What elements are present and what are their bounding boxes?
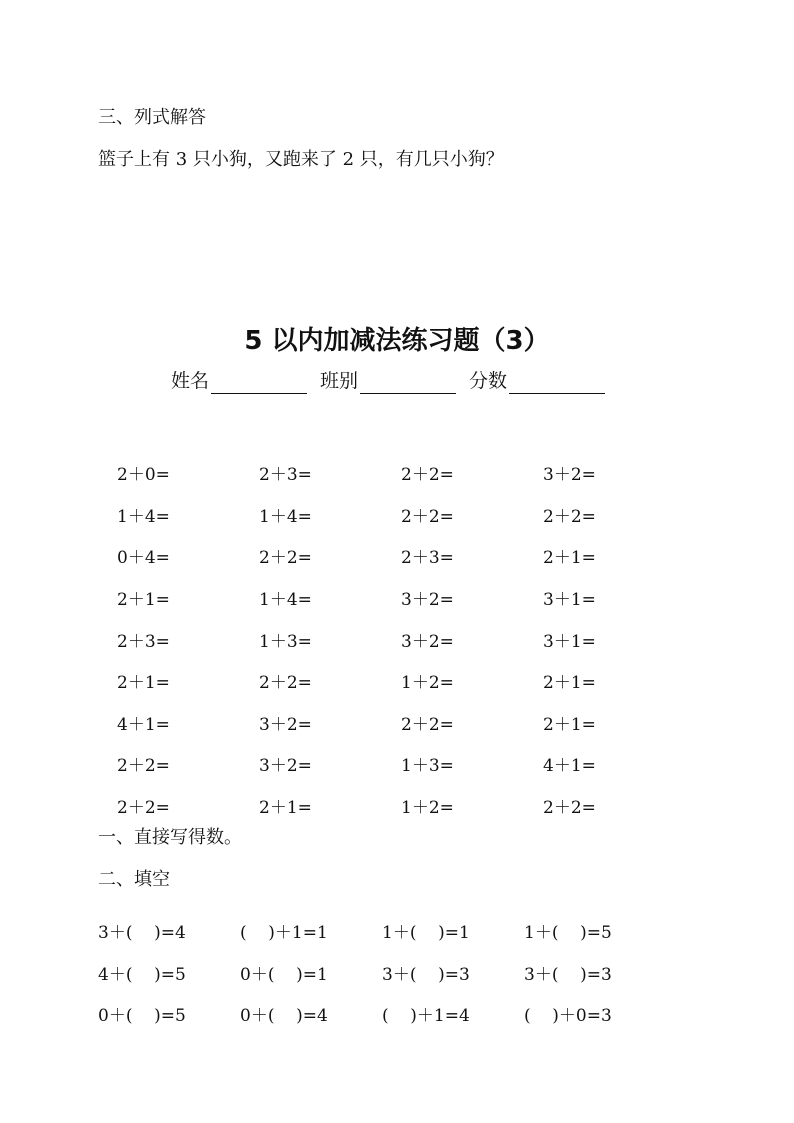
score-blank[interactable] — [509, 373, 605, 394]
class-blank[interactable] — [360, 373, 456, 394]
exercise-item: 2＋3= — [117, 631, 170, 652]
exercise-item: 2＋3= — [401, 548, 454, 569]
exercise-item: 2＋2= — [117, 798, 170, 819]
exercise-row — [98, 952, 666, 994]
section-heading-fill-blank: 二、填空 — [98, 869, 170, 890]
score-field[interactable] — [469, 368, 605, 394]
exercise-item: 2＋1= — [543, 673, 596, 694]
section-heading-direct-answer: 一、直接写得数。 — [98, 827, 242, 848]
exercise-row — [117, 452, 685, 494]
exercise-item: 2＋1= — [543, 714, 596, 735]
exercise-item: 0＋4= — [117, 548, 170, 569]
exercise-row — [117, 618, 685, 660]
exercise-item: 2＋2= — [401, 714, 454, 735]
class-label: 班别 — [320, 370, 359, 392]
exercise-row — [117, 494, 685, 536]
exercise-item: 1＋4= — [117, 506, 170, 527]
exercise-item: 0＋( )=5 — [98, 1006, 186, 1027]
exercise-row — [117, 535, 685, 577]
exercise-row — [117, 743, 685, 785]
exercise-item: 3＋2= — [259, 756, 312, 777]
page-title: 5 以内加减法练习题（3） — [244, 326, 550, 356]
exercise-item: 4＋1= — [543, 756, 596, 777]
exercise-item: ( )＋1=1 — [240, 923, 328, 944]
name-label: 姓名 — [171, 370, 210, 392]
exercise-item: 2＋2= — [543, 798, 596, 819]
class-field[interactable] — [320, 368, 456, 394]
exercise-item: 2＋1= — [117, 590, 170, 611]
exercise-item: 2＋2= — [401, 506, 454, 527]
exercise-item: 4＋( )=5 — [98, 964, 186, 985]
exercise-row — [117, 660, 685, 702]
exercise-item: 1＋2= — [401, 798, 454, 819]
exercise-item: 1＋3= — [259, 631, 312, 652]
student-info-row — [171, 368, 618, 394]
exercise-item: 2＋2= — [543, 506, 596, 527]
exercise-row — [98, 910, 666, 952]
name-field[interactable] — [171, 368, 307, 394]
score-label: 分数 — [469, 370, 508, 392]
exercise-item: 3＋( )=3 — [382, 964, 470, 985]
exercise-item: 0＋( )=1 — [240, 964, 328, 985]
exercise-item: 2＋2= — [401, 465, 454, 486]
exercise-item: 2＋2= — [117, 756, 170, 777]
exercise-item: 1＋3= — [401, 756, 454, 777]
word-problem-text: 篮子上有 3 只小狗，又跑来了 2 只，有几只小狗？ — [98, 149, 504, 170]
exercise-item: ( )＋1=4 — [382, 1006, 470, 1027]
exercise-item: 4＋1= — [117, 714, 170, 735]
exercise-row — [117, 785, 685, 827]
exercise-item: 1＋( )=5 — [524, 923, 612, 944]
exercise-item: 3＋2= — [259, 714, 312, 735]
exercise-row — [117, 702, 685, 744]
exercise-item: 3＋2= — [543, 465, 596, 486]
exercise-item: 3＋2= — [401, 590, 454, 611]
exercise-item: 3＋1= — [543, 631, 596, 652]
exercise-row — [117, 577, 685, 619]
section-heading-word-problem: 三、列式解答 — [98, 107, 206, 128]
exercise-item: 2＋0= — [117, 465, 170, 486]
exercise-item: 2＋1= — [117, 673, 170, 694]
exercise-item: 3＋2= — [401, 631, 454, 652]
exercise-item: 3＋( )=4 — [98, 923, 186, 944]
exercise-item: 2＋3= — [259, 465, 312, 486]
name-blank[interactable] — [211, 373, 307, 394]
exercise-item: 3＋1= — [543, 590, 596, 611]
exercise-item: ( )＋0=3 — [524, 1006, 612, 1027]
exercise-item: 2＋2= — [259, 548, 312, 569]
exercise-item: 1＋4= — [259, 590, 312, 611]
exercise-item: 2＋1= — [543, 548, 596, 569]
exercise-item: 3＋( )=3 — [524, 964, 612, 985]
fill-blank-grid — [98, 910, 666, 1035]
exercise-row — [98, 993, 666, 1035]
exercise-item: 1＋4= — [259, 506, 312, 527]
exercise-item: 2＋2= — [259, 673, 312, 694]
direct-answer-grid — [117, 452, 685, 826]
exercise-item: 0＋( )=4 — [240, 1006, 328, 1027]
exercise-item: 1＋( )=1 — [382, 923, 470, 944]
exercise-item: 2＋1= — [259, 798, 312, 819]
exercise-item: 1＋2= — [401, 673, 454, 694]
